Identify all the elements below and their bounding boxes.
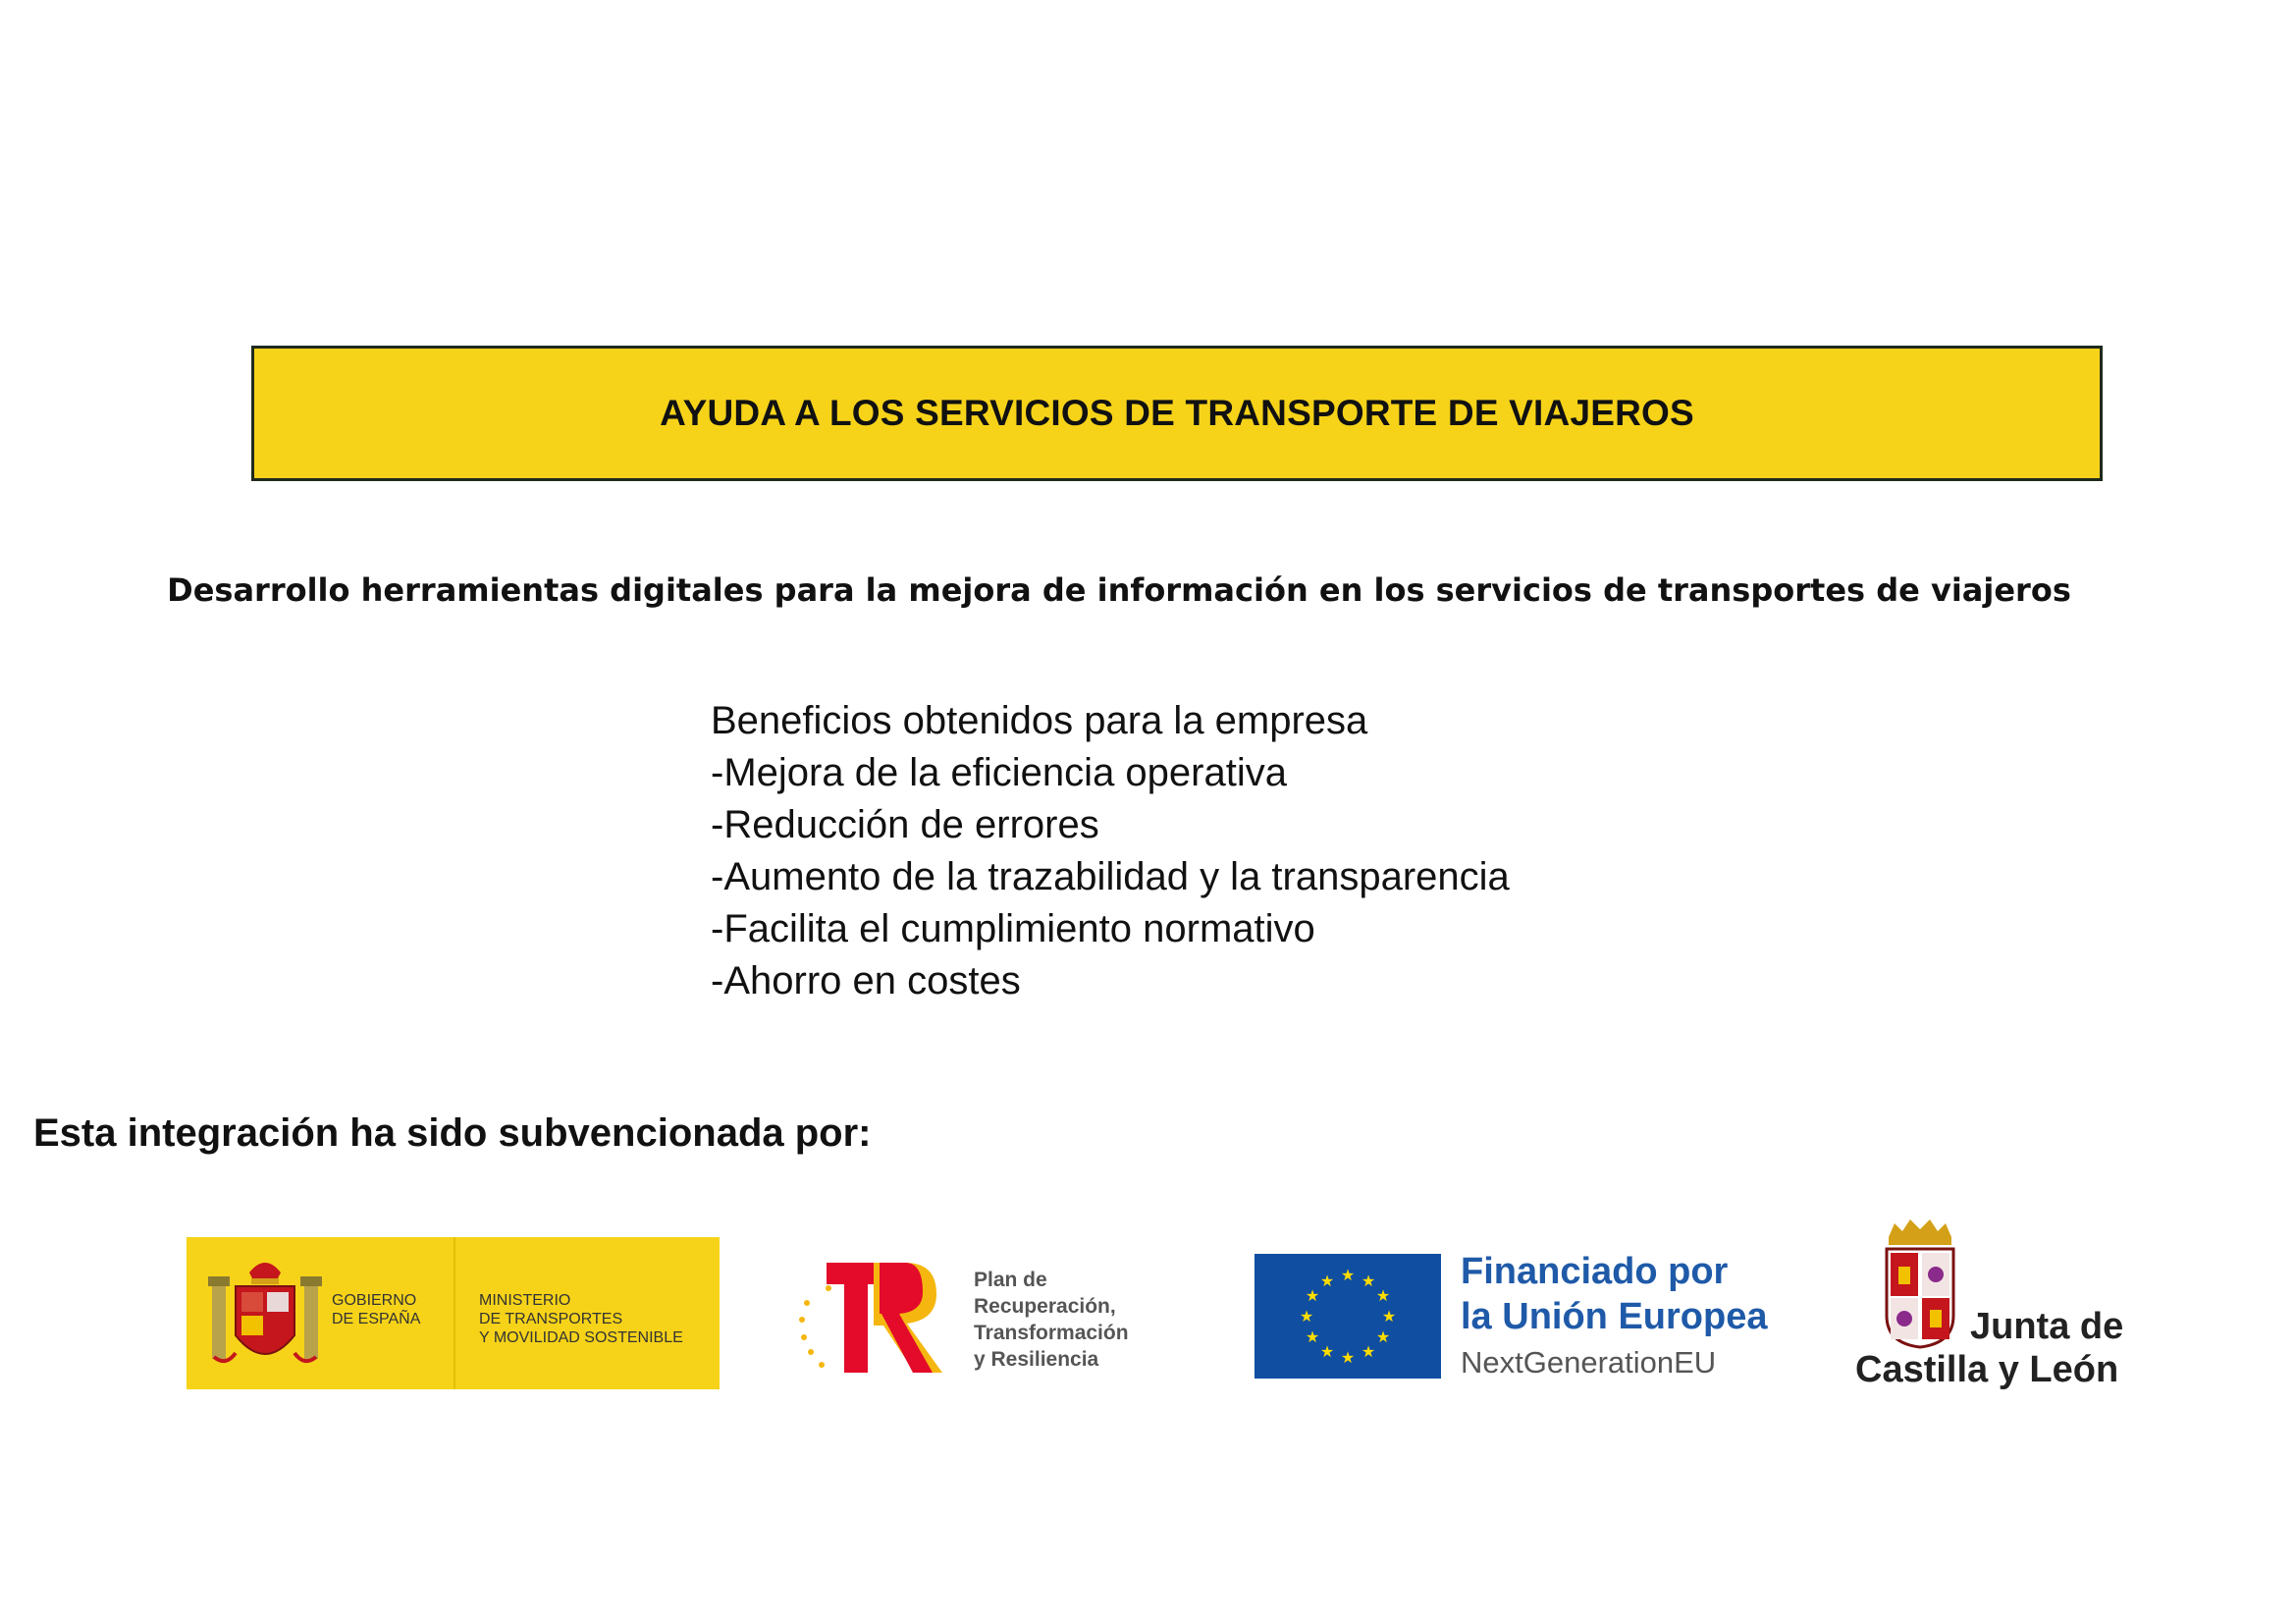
svg-text:★: ★ bbox=[1305, 1327, 1320, 1346]
jcyl-text-line1: Junta de bbox=[1970, 1306, 2124, 1347]
svg-text:★: ★ bbox=[1305, 1286, 1320, 1305]
svg-text:★: ★ bbox=[1361, 1342, 1376, 1361]
junta-castilla-leon-logo bbox=[1855, 1218, 2160, 1404]
jcyl-text-line2: Castilla y León bbox=[1855, 1349, 2119, 1390]
benefit-item: -Facilita el cumplimiento normativo bbox=[711, 907, 1315, 950]
benefit-item: -Aumento de la trazabilidad y la transparencia bbox=[711, 855, 1510, 898]
title-banner bbox=[251, 346, 2103, 481]
tr-logo-icon bbox=[797, 1259, 964, 1381]
benefits-list bbox=[711, 695, 1510, 1007]
svg-text:★: ★ bbox=[1381, 1307, 1397, 1326]
svg-text:★: ★ bbox=[1319, 1342, 1335, 1361]
banner-title: AYUDA A LOS SERVICIOS DE TRANSPORTE DE VIAJEROS bbox=[660, 393, 1694, 433]
svg-text:★: ★ bbox=[1340, 1266, 1356, 1284]
funded-by-label: Esta integración ha sido subvencionada por: bbox=[33, 1111, 872, 1155]
ministry-text: MINISTERIO DE TRANSPORTES Y MOVILIDAD SOSTENIBLE bbox=[479, 1292, 683, 1346]
prtr-text: Plan de Recuperación, Transformación y Resiliencia bbox=[974, 1269, 1129, 1371]
eu-subtitle: NextGenerationEU bbox=[1461, 1345, 1717, 1380]
spain-coat-of-arms-icon bbox=[206, 1251, 324, 1377]
eu-flag-icon bbox=[1255, 1254, 1441, 1379]
svg-text:★: ★ bbox=[1319, 1272, 1335, 1290]
eu-title: Financiado por la Unión Europea bbox=[1461, 1251, 1768, 1337]
svg-text:★: ★ bbox=[1375, 1327, 1391, 1346]
subtitle: Desarrollo herramientas digitales para la mejora de información en los servicios de transportes de viajeros bbox=[167, 571, 2071, 609]
svg-text:★: ★ bbox=[1299, 1307, 1314, 1326]
svg-text:★: ★ bbox=[1340, 1348, 1356, 1367]
gobierno-espana-logo bbox=[187, 1237, 720, 1389]
benefit-item: -Ahorro en costes bbox=[711, 959, 1021, 1002]
benefit-item: -Mejora de la eficiencia operativa bbox=[711, 751, 1287, 794]
castilla-leon-shield-icon bbox=[1881, 1218, 1959, 1350]
plan-recuperacion-logo bbox=[797, 1259, 1190, 1381]
svg-text:★: ★ bbox=[1375, 1286, 1391, 1305]
benefit-item: -Reducción de errores bbox=[711, 803, 1099, 846]
benefits-heading: Beneficios obtenidos para la empresa bbox=[711, 699, 1368, 742]
svg-text:★: ★ bbox=[1361, 1272, 1376, 1290]
gobierno-text: GOBIERNO DE ESPAÑA bbox=[332, 1292, 421, 1327]
logo-divider bbox=[454, 1237, 455, 1389]
union-europea-logo bbox=[1255, 1249, 1785, 1386]
